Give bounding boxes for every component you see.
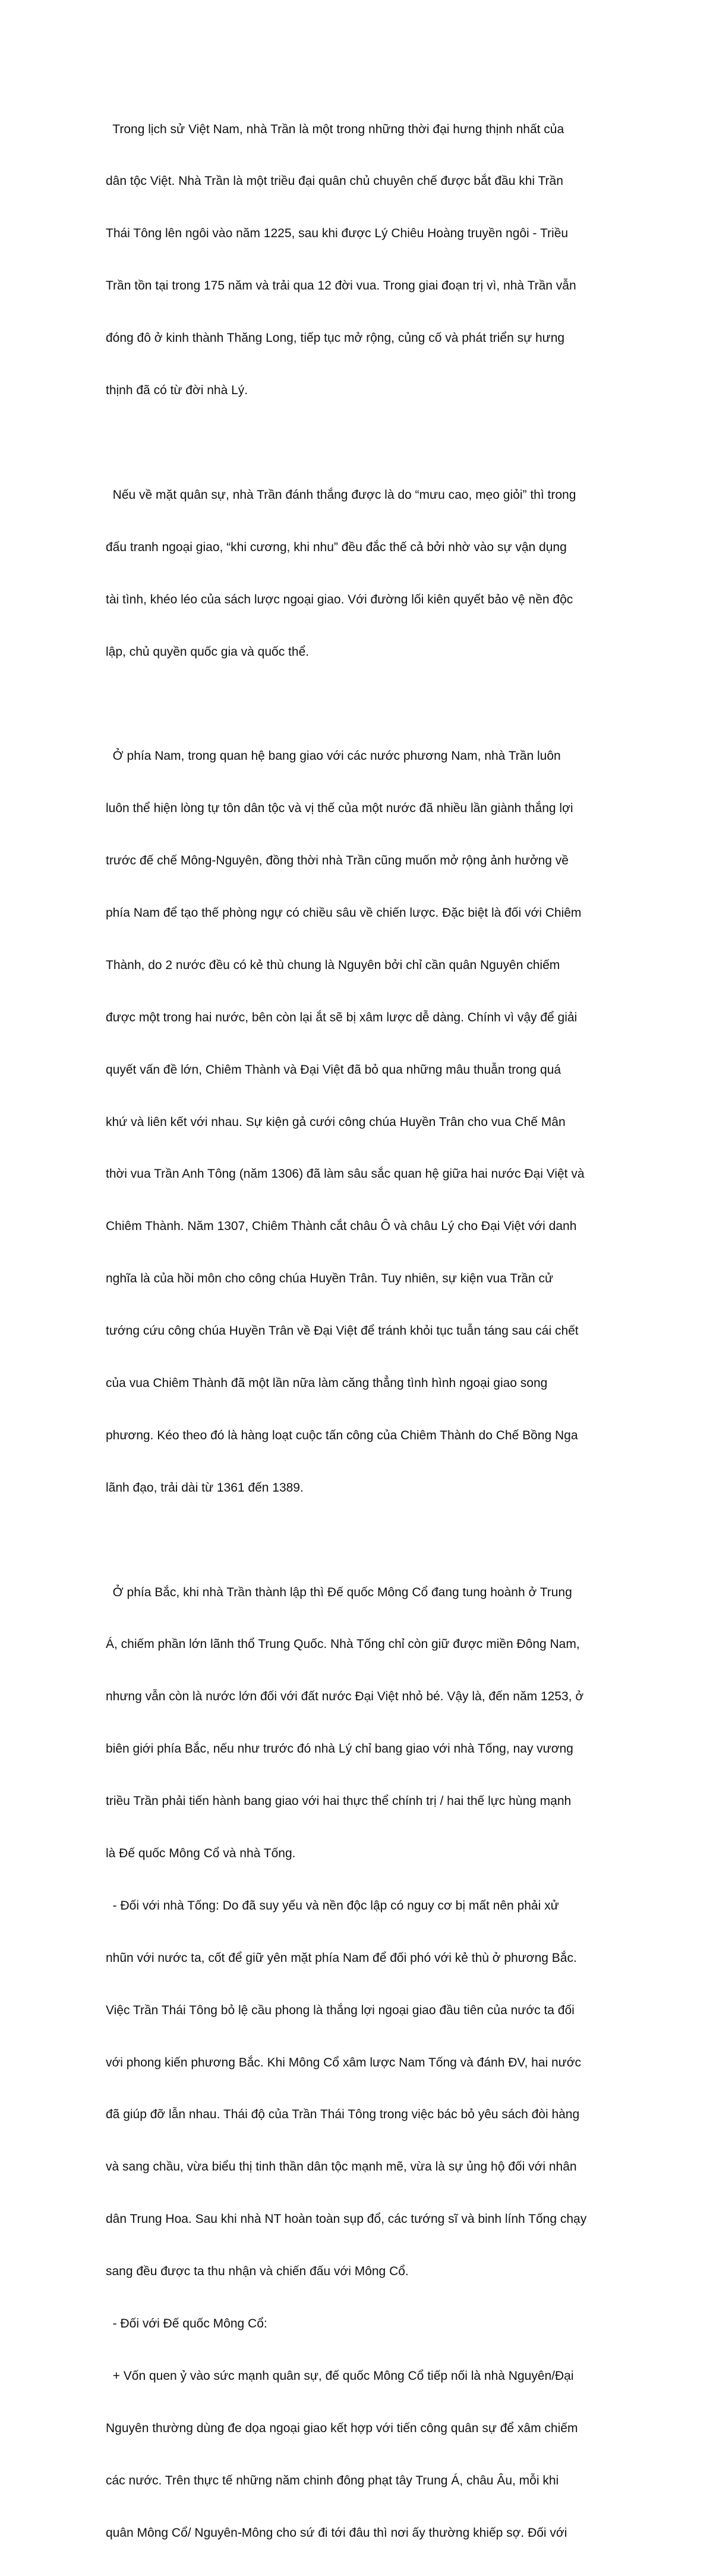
text-line: Chiêm Thành. Năm 1307, Chiêm Thành cắt châu Ô và châu Lý cho Đại Việt với danh — [106, 1219, 577, 1234]
text-line: quyết vấn đề lớn, Chiêm Thành và Đại Việt đã bỏ qua những mâu thuẫn trong quá — [106, 1062, 561, 1077]
text-line: triều Trần phải tiến hành bang giao với hai thực thể chính trị / hai thế lực hùng mạnh — [106, 1794, 572, 1808]
text-line: khứ và liên kết với nhau. Sự kiện gả cưới công chúa Huyền Trân cho vua Chế Mân — [106, 1115, 566, 1129]
text-line: các nước. Trên thực tế những năm chinh đông phạt tây Trung Á, châu Âu, mỗi khi — [106, 2473, 559, 2487]
text-line: Nếu về mặt quân sự, nhà Trần đánh thắng được là do “mưu cao, mẹo giỏi” thì trong — [106, 487, 576, 502]
text-line: được một trong hai nước, bên còn lại ắt sẽ bị xâm lược dễ dàng. Chính vì vậy để giải — [106, 1010, 578, 1024]
text-line: Trong lịch sử Việt Nam, nhà Trần là một trong những thời đại hưng thịnh nhất của — [106, 122, 564, 136]
text-line: dân tộc Việt. Nhà Trần là một triều đại quân chủ chuyên chế được bắt đầu khi Trần — [106, 174, 563, 188]
text-line: và sang chầu, vừa biểu thị tinh thần dân tộc mạnh mẽ, vừa là sự ủng hộ đối với nhân — [106, 2160, 577, 2174]
text-line: đấu tranh ngoại giao, “khi cương, khi nhu” đều đắc thế cả bởi nhờ vào sự vận dụng — [106, 540, 567, 554]
text-line: Việc Trần Thái Tông bỏ lệ cầu phong là thắng lợi ngoại giao đầu tiên của nước ta đối — [106, 2003, 575, 2017]
text-line: thịnh đã có từ đời nhà Lý. — [106, 383, 248, 398]
text-line: lập, chủ quyền quốc gia và quốc thể. — [106, 644, 310, 659]
text-line: Nguyên thường dùng đe dọa ngoại giao kết hợp với tiến công quân sự để xâm chiếm — [106, 2421, 578, 2435]
text-line: tài tình, khéo léo của sách lược ngoại giao. Với đường lối kiên quyết bảo vệ nền độc — [106, 592, 573, 606]
text-line: - Đối với nhà Tống: Do đã suy yếu và nền độc lập có nguy cơ bị mất nên phải xử — [106, 1898, 559, 1913]
text-line: sang đều được ta thu nhận và chiến đấu với Mông Cổ. — [106, 2264, 409, 2279]
text-line: nghĩa là của hồi môn cho công chúa Huyền Trân. Tuy nhiên, sự kiện vua Trần cử — [106, 1272, 554, 1286]
text-line: đóng đô ở kinh thành Thăng Long, tiếp tục mở rộng, củng cố và phát triển sự hưng — [106, 331, 565, 345]
text-line: biên giới phía Bắc, nếu như trước đó nhà Lý chỉ bang giao với nhà Tống, nay vương — [106, 1742, 573, 1756]
text-line: với phong kiến phương Bắc. Khi Mông Cổ xâm lược Nam Tống và đánh ĐV, hai nước — [106, 2055, 581, 2069]
text-line: Á, chiếm phần lớn lãnh thổ Trung Quốc. Nhà Tống chỉ còn giữ được miền Đông Nam, — [106, 1637, 580, 1652]
text-line: phía Nam để tạo thế phòng ngự có chiều sâu về chiến lược. Đặc biệt là đối với Chiêm — [106, 905, 582, 920]
text-line: luôn thể hiện lòng tự tôn dân tộc và vị thế của một nước đã nhiều lần giành thắng lợi — [106, 801, 573, 816]
text-line: Thái Tông lên ngôi vào năm 1225, sau khi được Lý Chiêu Hoàng truyền ngôi - Triều — [106, 227, 569, 241]
paragraph-tran-dynasty-intro — [106, 86, 629, 434]
text-line: lãnh đạo, trải dài từ 1361 đến 1389. — [106, 1480, 304, 1495]
text-line: là Đế quốc Mông Cổ và nhà Tống. — [106, 1846, 296, 1860]
paragraph-northern-relations — [106, 1549, 629, 2576]
text-line: nhũn với nước ta, cốt để giữ yên mặt phía Nam để đối phó với kẻ thù ở phương Bắc. — [106, 1951, 577, 1965]
text-line: Ở phía Nam, trong quan hệ bang giao với các nước phương Nam, nhà Trần luôn — [106, 749, 561, 763]
text-line: tướng cứu công chúa Huyền Trân về Đại Việt để tránh khỏi tục tuẫn táng sau cái chết — [106, 1324, 579, 1338]
text-line: Ở phía Bắc, khi nhà Trần thành lập thì Đế quốc Mông Cổ đang tung hoành ở Trung — [106, 1585, 572, 1599]
paragraph-southern-relations — [106, 713, 629, 1531]
text-line: dân Trung Hoa. Sau khi nhà NT hoàn toàn sụp đổ, các tướng sĩ và binh lính Tống chạy — [106, 2212, 587, 2226]
text-line: nhưng vẫn còn là nước lớn đối với đất nước Đại Việt nhỏ bé. Vậy là, đến năm 1253, ở — [106, 1690, 584, 1704]
text-line: trước đế chế Mông-Nguyên, đồng thời nhà Trần cũng muốn mở rộng ảnh hưởng về — [106, 854, 569, 868]
document-body — [106, 86, 629, 2576]
text-line: + Vốn quen ỷ vào sức mạnh quân sự, đế quốc Mông Cổ tiếp nối là nhà Nguyên/Đại — [106, 2369, 574, 2383]
text-line: của vua Chiêm Thành đã một lần nữa làm căng thẳng tình hình ngoại giao song — [106, 1376, 548, 1390]
text-line: thời vua Trần Anh Tông (năm 1306) đã làm sâu sắc quan hệ giữa hai nước Đại Việt và — [106, 1167, 585, 1181]
text-line: phương. Kéo theo đó là hàng loạt cuộc tấn công của Chiêm Thành do Chế Bồng Nga — [106, 1428, 578, 1442]
paragraph-military-diplomacy — [106, 451, 629, 695]
text-line: Trần tồn tại trong 175 năm và trải qua 12 đời vua. Trong giai đoạn trị vì, nhà Trần vẫn — [106, 279, 576, 293]
text-line: quân Mông Cổ/ Nguyên-Mông cho sứ đi tới đâu thì nơi ấy thường khiếp sợ. Đối với — [106, 2525, 567, 2540]
text-line: đã giúp đỡ lẫn nhau. Thái độ của Trần Thái Tông trong việc bác bỏ yêu sách đòi hàng — [106, 2108, 580, 2122]
text-line: - Đối với Đế quốc Mông Cổ: — [106, 2317, 267, 2330]
text-line: Thành, do 2 nước đều có kẻ thù chung là Nguyên bởi chỉ cần quân Nguyên chiếm — [106, 958, 560, 972]
